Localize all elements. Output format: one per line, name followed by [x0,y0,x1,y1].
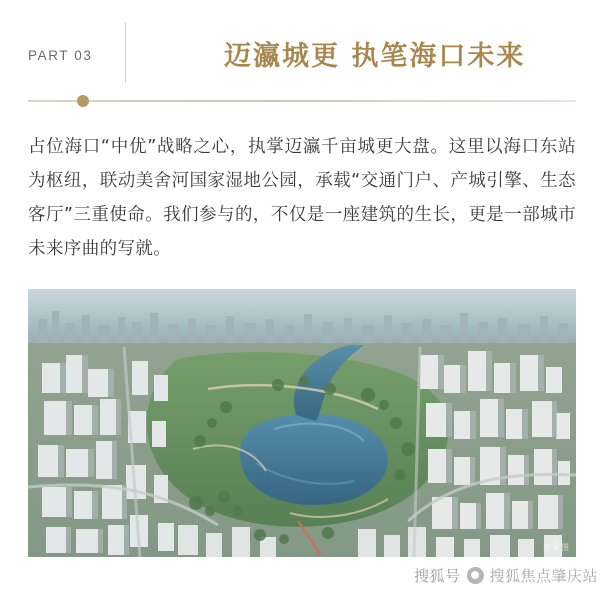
watermark-site-label: 搜狐焦点肇庆站 [489,566,599,585]
article-header [0,0,604,112]
page-title: 迈瀛城更 执笔海口未来 [224,41,526,72]
part-label: PART 03 [28,48,93,63]
header-rule-dot-icon [77,95,89,107]
watermark [414,563,598,587]
header-rule-line [28,100,576,102]
body-paragraph: 占位海口“中优”战略之心，执掌迈瀛千亩城更大盘。这里以海口东站为枢纽，联动美舍河国家湿地公园，承载“交通门户、产城引擎、生态客厅”三重使命。我们参与的，不仅是一座建筑的生长，更是一部城市未来序曲的写就。 [28,137,576,259]
header-rule [28,95,576,107]
watermark-sohu-label: 搜狐号 [414,566,461,585]
header-vertical-divider [125,23,126,83]
sohu-logo-icon [467,567,484,584]
photo-credit: 效果图 [543,543,570,552]
aerial-city-render-image [28,289,576,557]
render-illustration [28,289,576,557]
